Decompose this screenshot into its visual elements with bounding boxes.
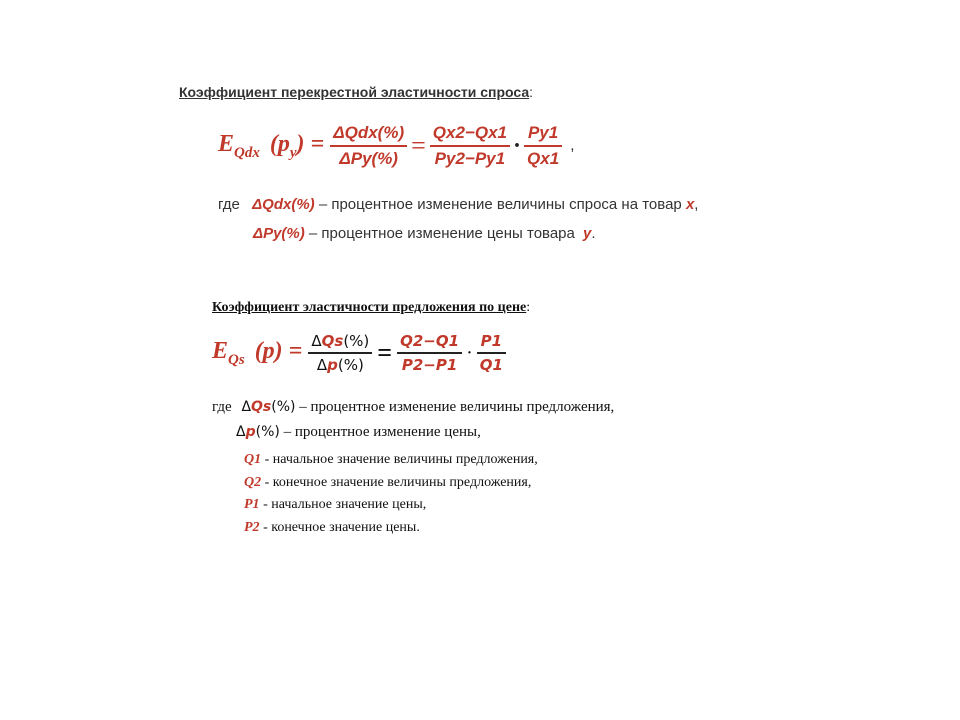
supply-f2-den: P2−P1: [401, 355, 458, 374]
cross-lhs-sub: Qdx: [234, 144, 260, 161]
supply-def2-var: p: [245, 424, 256, 440]
cross-f2-num: Qx2−Qx1: [432, 123, 507, 143]
supply-fraction-2: [397, 332, 462, 374]
cross-def1: [218, 196, 698, 213]
supply-f1-num-var: Qs: [321, 332, 344, 351]
supply-lhs-E: E: [212, 337, 229, 364]
supply-def1-var: Qs: [251, 399, 272, 415]
supply-def2-text: – процентное изменение цены,: [283, 424, 481, 440]
item-symbol: P2: [244, 519, 260, 535]
supply-f1-den-delta: Δ: [316, 355, 328, 374]
item-text: - конечное значение цены.: [259, 519, 420, 535]
supply-def2-pct: (%): [255, 424, 280, 440]
cross-title: Коэффициент перекрестной эластичности спроса: [179, 84, 530, 100]
cross-def1-text: – процентное изменение величины спроса на товар: [318, 196, 682, 213]
cross-lhs-arg-open: (p: [269, 130, 290, 157]
supply-f2-num: Q2−Q1: [400, 332, 460, 351]
cross-title-colon: :: [529, 84, 534, 100]
cross-formula: [218, 116, 575, 176]
cross-fraction-3: [524, 123, 562, 169]
supply-def1-text: – процентное изменение величины предложения,: [299, 399, 615, 415]
cross-fraction-1: [330, 123, 407, 169]
supply-f1-num-delta: Δ: [311, 332, 322, 351]
cross-f1-num: ΔQdx(%): [333, 123, 405, 143]
cross-def1-sym: ΔQdx(%): [252, 196, 315, 213]
cross-f1-den: ΔPy(%): [339, 148, 398, 168]
item-symbol: P1: [244, 497, 260, 512]
supply-f1-num-pct: (%): [343, 332, 370, 351]
item-text: - конечное значение величины предложения,: [261, 474, 532, 490]
cross-where: где: [218, 196, 240, 213]
cross-lhs-E: E: [218, 130, 235, 157]
supply-def1-pct: (%): [271, 399, 296, 415]
cross-title-line: [179, 84, 533, 102]
cross-def2-sym: ΔPy(%): [253, 225, 305, 242]
supply-def2: [236, 424, 481, 441]
cross-def1-end: ,: [694, 196, 699, 213]
supply-f3-den: Q1: [479, 355, 503, 374]
supply-dot: ·: [466, 341, 473, 364]
cross-fraction-2: [430, 123, 510, 169]
item-text: - начальное значение цены,: [259, 497, 427, 512]
cross-tail: ,: [570, 137, 575, 154]
item-symbol: Q2: [244, 474, 262, 490]
cross-f2-den: Py2−Py1: [434, 148, 506, 168]
cross-def2-end: .: [591, 225, 596, 242]
list-item: [244, 494, 538, 517]
list-item: [244, 517, 538, 540]
supply-items: [244, 449, 538, 539]
cross-f3-den: Qx1: [527, 148, 560, 168]
supply-lhs-arg: (p) =: [254, 337, 303, 364]
supply-lhs-sub: Qs: [228, 351, 245, 368]
cross-def2-var: y: [583, 225, 592, 242]
supply-title: Коэффициент эластичности предложения по цене: [212, 300, 527, 315]
supply-fraction-1: [308, 332, 372, 374]
cross-lhs-arg-sub: y: [289, 144, 297, 161]
supply-formula: [212, 326, 506, 380]
item-symbol: Q1: [244, 452, 262, 467]
cross-eq2: =: [411, 131, 426, 160]
supply-title-line: [212, 298, 530, 316]
supply-def1-delta: Δ: [241, 399, 252, 415]
supply-f1-den-pct: (%): [337, 355, 364, 374]
supply-def1: [212, 399, 614, 416]
supply-eq2: =: [377, 338, 393, 367]
list-item: [244, 449, 538, 472]
cross-lhs-arg-close: ) =: [296, 130, 325, 157]
cross-def2-text: – процентное изменение цены товара: [308, 225, 575, 242]
supply-def2-delta: Δ: [236, 424, 246, 440]
list-item: [244, 472, 538, 495]
supply-where: где: [212, 399, 232, 415]
supply-f1-den-var: p: [327, 355, 338, 374]
cross-def1-var: x: [685, 196, 695, 213]
supply-fraction-3: [477, 332, 506, 374]
item-text: - начальное значение величины предложения,: [261, 452, 538, 467]
cross-f3-num: Py1: [527, 123, 559, 143]
cross-dot: ·: [513, 132, 522, 159]
supply-f3-num: P1: [480, 332, 503, 351]
cross-def2: [253, 225, 596, 242]
supply-title-colon: :: [526, 300, 531, 315]
